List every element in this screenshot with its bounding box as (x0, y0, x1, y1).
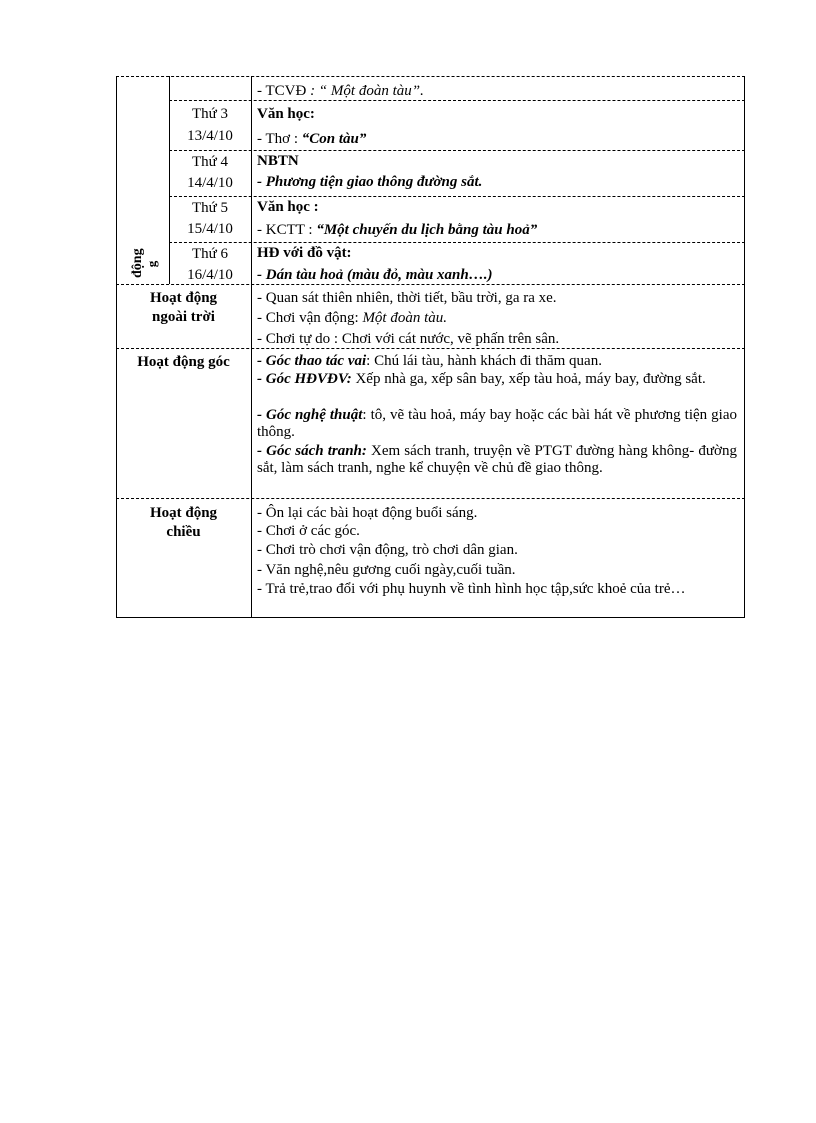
row3-title: Văn học : (257, 199, 319, 215)
row0-prefix: - TCVĐ (257, 83, 311, 99)
row3-day: Thứ 5 (191, 200, 229, 216)
row4-date: 16/4/10 (187, 267, 233, 283)
vertical-label-sub: g (144, 260, 159, 268)
afternoon-line3: - Chơi trò chơi vận động, trò chơi dân gian. (257, 542, 518, 558)
afternoon-title-1: Hoạt động (149, 505, 218, 521)
row3-line (257, 221, 537, 239)
corner-p4-label: - Góc sách tranh: (257, 443, 367, 459)
row2-title: NBTN (257, 153, 299, 169)
section-divider (116, 348, 745, 349)
row3-line-bold: “Một chuyến du lịch bằng tàu hoả” (316, 222, 538, 238)
row2-day: Thứ 4 (191, 154, 229, 170)
row1-line (257, 130, 366, 148)
corner-p4 (257, 443, 737, 477)
row-divider (169, 100, 745, 101)
afternoon-title-2: chiều (166, 524, 201, 540)
row1-date: 13/4/10 (187, 128, 233, 144)
row4-line: - Dán tàu hoả (màu đỏ, màu xanh….) (257, 267, 493, 283)
table-border-right (744, 76, 745, 618)
outdoor-line2-prefix: - Chơi vận động: (257, 310, 363, 326)
corner-title: Hoạt động góc (137, 354, 230, 370)
corner-p4-text: Xem sách tranh, truyện về PTGT đường hàng không- đường sắt, làm sách tranh, nghe kể chuyện về chủ đề giao thông. (257, 443, 737, 476)
corner-p1-label: - Góc thao tác vai (257, 353, 367, 369)
row2-line: - Phương tiện giao thông đường sắt. (257, 174, 483, 190)
corner-p1-text: : Chú lái tàu, hành khách đi thăm quan. (366, 353, 602, 369)
schedule-table (116, 76, 745, 618)
row1-line-bold: “Con tàu” (301, 131, 367, 147)
row1-line-prefix: - Thơ : (257, 131, 302, 147)
outdoor-line2-italic: Một đoàn tàu. (362, 310, 448, 326)
row4-title: HĐ với đồ vật: (257, 245, 352, 261)
row4-day: Thứ 6 (191, 246, 229, 262)
row0-italic: : “ Một đoàn tàu”. (310, 83, 424, 99)
corner-p2-text: Xếp nhà ga, xếp sân bay, xếp tàu hoả, máy bay, đường sắt. (351, 371, 706, 387)
row-divider (169, 196, 745, 197)
section-divider (116, 498, 745, 499)
table-border-top (116, 76, 745, 77)
corner-p3 (257, 407, 737, 441)
afternoon-line2: - Chơi ở các góc. (257, 523, 360, 539)
row-divider (169, 150, 745, 151)
outdoor-line2 (257, 309, 447, 327)
row-divider (169, 242, 745, 243)
column-divider-content (251, 76, 252, 618)
corner-p2 (257, 371, 737, 388)
row2-date: 14/4/10 (187, 175, 233, 191)
table-border-bottom (116, 617, 745, 618)
outdoor-line1: - Quan sát thiên nhiên, thời tiết, bầu trời, ga ra xe. (257, 290, 557, 306)
vertical-label-main: động (130, 248, 145, 278)
afternoon-line1: - Ôn lại các bài hoạt động buổi sáng. (257, 505, 478, 521)
row1-day: Thứ 3 (191, 106, 229, 122)
afternoon-line4: - Văn nghệ,nêu gương cuối ngày,cuối tuần. (257, 562, 516, 578)
row0-content (257, 82, 424, 100)
corner-p2-label: - Góc HĐVĐV: (257, 371, 352, 387)
row3-date: 15/4/10 (187, 221, 233, 237)
row3-line-prefix: - KCTT : (257, 222, 317, 238)
vertical-label-sub-wrap (144, 254, 160, 274)
corner-p3-label: - Góc nghệ thuật (257, 407, 363, 423)
corner-p3-text: : tô, vẽ tàu hoả, máy bay hoặc các bài hát về phương tiện giao thông. (257, 407, 737, 440)
outdoor-line3: - Chơi tự do : Chơi với cát nước, vẽ phấn trên sân. (257, 331, 560, 347)
outdoor-title-2: ngoài trời (152, 309, 215, 325)
row1-title: Văn học: (257, 106, 315, 122)
corner-p1 (257, 353, 737, 370)
outdoor-title-1: Hoạt động (149, 290, 218, 306)
afternoon-line5: - Trả trẻ,trao đổi với phụ huynh về tình hình học tập,sức khoẻ của trẻ… (257, 581, 686, 597)
